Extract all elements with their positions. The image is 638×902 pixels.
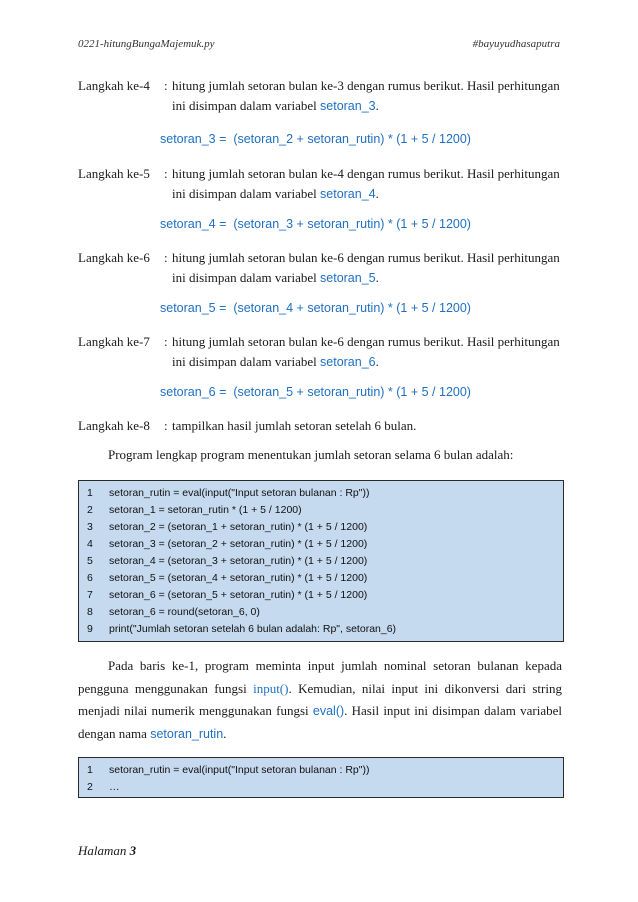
line-number: 7 bbox=[87, 589, 93, 601]
code-line bbox=[87, 621, 555, 638]
step-5 bbox=[78, 164, 562, 204]
step-variable: setoran_3 bbox=[320, 99, 376, 113]
function-name-eval: eval() bbox=[312, 704, 345, 718]
para-text: . Kemudian, nilai input ini dikonversi dari string menjadi nilai numerik menggunakan fungsi bbox=[78, 680, 562, 718]
step-text bbox=[172, 164, 562, 204]
line-number: 9 bbox=[87, 623, 93, 635]
code-text: setoran_4 = (setoran_3 + setoran_rutin) * (1 + 5 / 1200) bbox=[109, 555, 368, 567]
step-text-end: . bbox=[375, 98, 379, 113]
step-label: Langkah ke-7 bbox=[78, 334, 150, 349]
line-number: 2 bbox=[87, 781, 93, 793]
step-text bbox=[172, 332, 562, 372]
line-number: 6 bbox=[87, 572, 93, 584]
step-colon: : bbox=[164, 166, 168, 181]
step-colon: : bbox=[164, 250, 168, 265]
header-author: #bayuyudhasaputra bbox=[472, 38, 560, 50]
step-text-end: . bbox=[375, 354, 379, 369]
step-label: Langkah ke-5 bbox=[78, 166, 150, 181]
code-text: … bbox=[109, 781, 120, 793]
code-text: setoran_6 = (setoran_5 + setoran_rutin) * (1 + 5 / 1200) bbox=[109, 589, 368, 601]
code-text: setoran_6 = round(setoran_6, 0) bbox=[109, 606, 260, 618]
para-text: . bbox=[223, 725, 227, 741]
step-variable: setoran_4 bbox=[320, 187, 376, 201]
page-number: 3 bbox=[129, 843, 137, 858]
line-number: 5 bbox=[87, 555, 93, 567]
step-text-body: hitung jumlah setoran bulan ke-4 dengan rumus berikut. Hasil perhitungan ini disimpan dalam variabel bbox=[172, 166, 560, 201]
step-label: Langkah ke-4 bbox=[78, 78, 150, 93]
step-4 bbox=[78, 76, 562, 116]
footer-label: Halaman bbox=[78, 843, 127, 858]
line-number: 3 bbox=[87, 521, 93, 533]
line-number: 1 bbox=[87, 487, 93, 499]
step-text: tampilkan hasil jumlah setoran setelah 6 bulan. bbox=[172, 418, 417, 433]
step-text-end: . bbox=[375, 186, 379, 201]
code-line bbox=[87, 519, 555, 536]
program-intro: Program lengkap program menentukan jumlah setoran selama 6 bulan adalah: bbox=[108, 447, 514, 462]
line-number: 2 bbox=[87, 504, 93, 516]
para-text: . Hasil input ini disimpan dalam variabel dengan nama bbox=[78, 703, 562, 741]
step-colon: : bbox=[164, 418, 168, 433]
para-text: Pada baris ke-1, program meminta input jumlah nominal setoran bulanan kepada pengguna menggunakan fungsi bbox=[78, 658, 562, 696]
code-line bbox=[87, 502, 555, 519]
code-block-snippet bbox=[78, 757, 564, 798]
code-block-full bbox=[78, 480, 564, 642]
step-6 bbox=[78, 248, 562, 288]
step-text-end: . bbox=[375, 270, 379, 285]
step-text-body: hitung jumlah setoran bulan ke-6 dengan rumus berikut. Hasil perhitungan ini disimpan dalam variabel bbox=[172, 250, 560, 285]
step-colon: : bbox=[164, 334, 168, 349]
code-text: setoran_rutin = eval(input("Input setoran bulanan : Rp")) bbox=[109, 764, 370, 776]
function-name-input: input() bbox=[253, 680, 289, 696]
code-line bbox=[87, 604, 555, 621]
header-filename: 0221-hitungBungaMajemuk.py bbox=[78, 38, 215, 50]
step-text-body: hitung jumlah setoran bulan ke-3 dengan rumus berikut. Hasil perhitungan ini disimpan dalam variabel bbox=[172, 78, 560, 113]
page-footer bbox=[78, 843, 136, 859]
step-7 bbox=[78, 332, 562, 372]
formula-step-5: setoran_4 = (setoran_3 + setoran_rutin) * (1 + 5 / 1200) bbox=[160, 217, 471, 231]
step-variable: setoran_6 bbox=[320, 355, 376, 369]
code-text: setoran_5 = (setoran_4 + setoran_rutin) * (1 + 5 / 1200) bbox=[109, 572, 368, 584]
formula-step-6: setoran_5 = (setoran_4 + setoran_rutin) * (1 + 5 / 1200) bbox=[160, 301, 471, 315]
step-8 bbox=[78, 416, 562, 436]
code-text: setoran_1 = setoran_rutin * (1 + 5 / 1200) bbox=[109, 504, 302, 516]
code-line bbox=[87, 779, 555, 796]
code-text: setoran_rutin = eval(input("Input setoran bulanan : Rp")) bbox=[109, 487, 370, 499]
code-line bbox=[87, 570, 555, 587]
code-line bbox=[87, 536, 555, 553]
step-variable: setoran_5 bbox=[320, 271, 376, 285]
step-label: Langkah ke-8 bbox=[78, 418, 150, 433]
step-text bbox=[172, 76, 562, 116]
variable-name: setoran_rutin bbox=[150, 726, 224, 741]
line-number: 4 bbox=[87, 538, 93, 550]
step-text bbox=[172, 248, 562, 288]
formula-step-7: setoran_6 = (setoran_5 + setoran_rutin) * (1 + 5 / 1200) bbox=[160, 385, 471, 399]
code-text: setoran_2 = (setoran_1 + setoran_rutin) * (1 + 5 / 1200) bbox=[109, 521, 368, 533]
step-colon: : bbox=[164, 78, 168, 93]
step-label: Langkah ke-6 bbox=[78, 250, 150, 265]
line-number: 1 bbox=[87, 764, 93, 776]
code-line bbox=[87, 485, 555, 502]
explanation-paragraph bbox=[78, 655, 562, 745]
code-line bbox=[87, 762, 555, 779]
code-text: setoran_3 = (setoran_2 + setoran_rutin) * (1 + 5 / 1200) bbox=[109, 538, 368, 550]
code-line bbox=[87, 587, 555, 604]
formula-step-4: setoran_3 = (setoran_2 + setoran_rutin) * (1 + 5 / 1200) bbox=[160, 132, 471, 146]
line-number: 8 bbox=[87, 606, 93, 618]
step-text-body: hitung jumlah setoran bulan ke-6 dengan rumus berikut. Hasil perhitungan ini disimpan dalam variabel bbox=[172, 334, 560, 369]
code-text: print("Jumlah setoran setelah 6 bulan adalah: Rp", setoran_6) bbox=[109, 623, 397, 635]
code-line bbox=[87, 553, 555, 570]
